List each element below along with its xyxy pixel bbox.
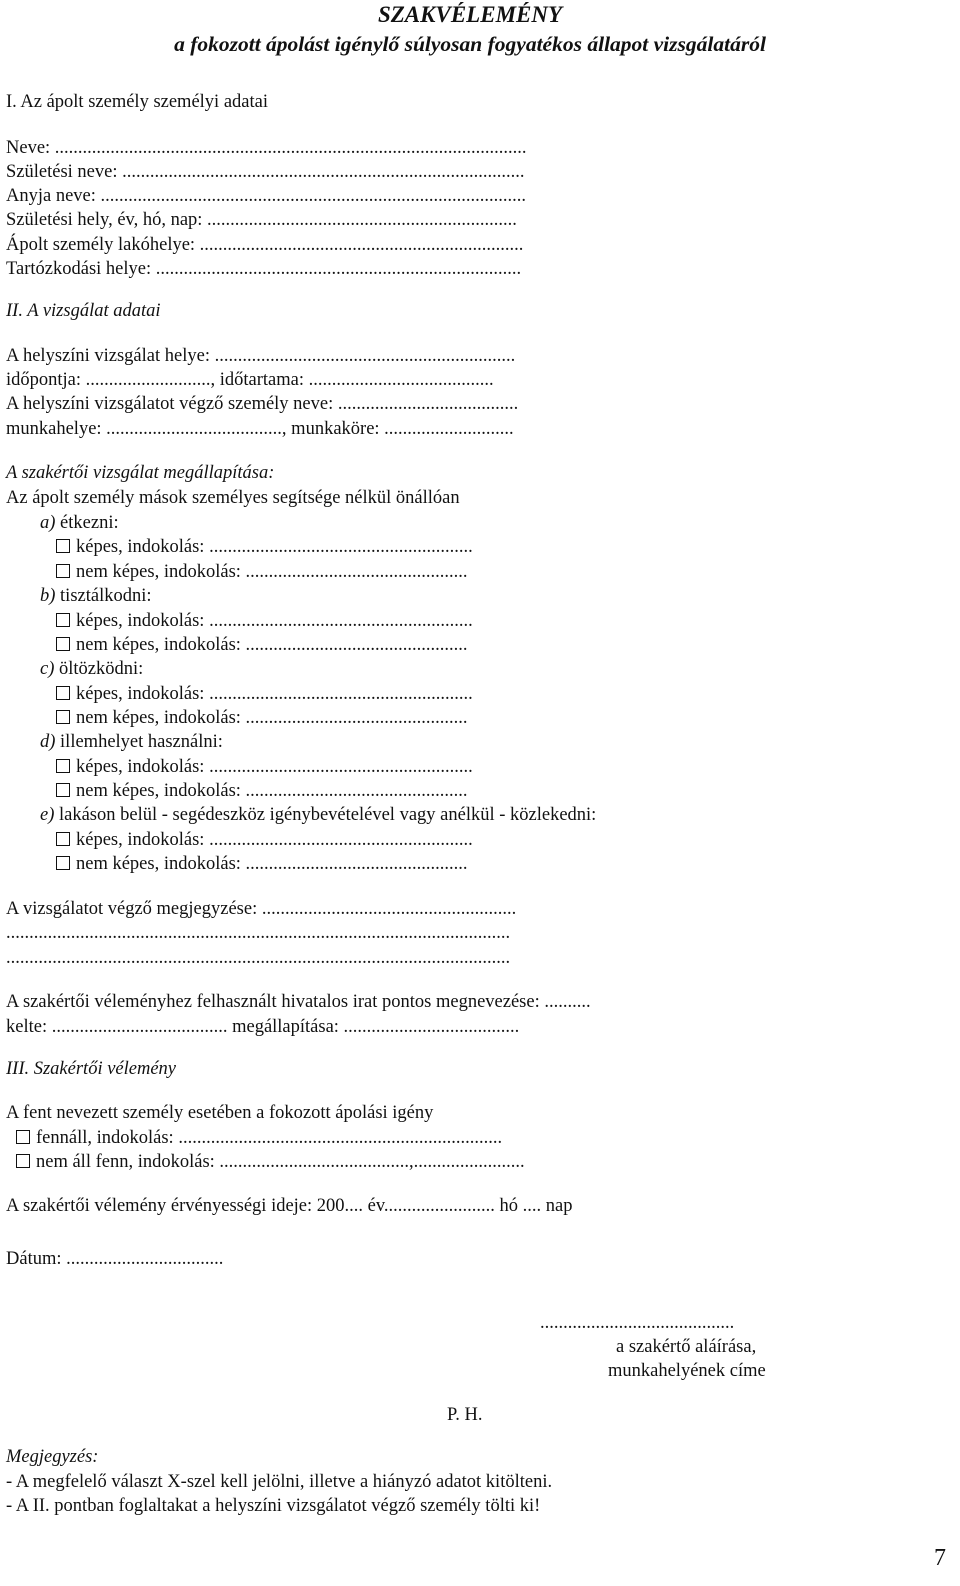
field-birth-place-date: Születési hely, év, hó, nap: ................................................................... — [6, 210, 517, 230]
field-examiner-workplace: munkahelye: ......................................, munkaköre: ............................ — [6, 419, 514, 439]
item-c-capable: képes, indokolás: ......................................................... — [56, 682, 473, 707]
item-a-capable: képes, indokolás: ......................................................... — [56, 535, 473, 560]
item-a-not-capable: nem képes, indokolás: ................................................ — [56, 560, 468, 585]
field-examiner-name: A helyszíni vizsgálatot végző személy neve: ....................................... — [6, 394, 519, 414]
item-c-not-capable: nem képes, indokolás: ................................................ — [56, 706, 468, 731]
field-residence: Ápolt személy lakóhelye: ...................................................................... — [6, 235, 524, 255]
notes-line-2: - A II. pontban foglaltakat a helyszíni vizsgálatot végző személy tölti ki! — [6, 1496, 541, 1516]
field-mother-name: Anyja neve: ............................................................................................ — [6, 186, 527, 206]
section-2-heading: II. A vizsgálat adatai — [6, 301, 161, 321]
notes-line-1: - A megfelelő választ X-szel kell jelölni, illetve a hiányzó adatot kitölteni. — [6, 1472, 553, 1492]
section-3-heading: III. Szakértői vélemény — [6, 1059, 177, 1079]
document-subtitle: a fokozott ápolást igénylő súlyosan fogyatékos állapot vizsgálatáról — [174, 32, 766, 56]
item-d-label: d) illemhelyet használni: — [40, 732, 223, 752]
documents-line-2: kelte: ...................................... megállapítása: ...................................... — [6, 1017, 520, 1037]
date-line: Dátum: .................................. — [6, 1249, 224, 1269]
item-b-capable: képes, indokolás: ......................................................... — [56, 609, 473, 634]
item-d-not-capable: nem képes, indokolás: ................................................ — [56, 779, 468, 804]
item-b-label: b) tisztálkodni: — [40, 586, 152, 606]
checkbox-icon[interactable] — [56, 710, 70, 724]
field-birth-name: Születési neve: ....................................................................................... — [6, 162, 525, 182]
need-not-exists: nem áll fenn, indokolás: .........................................,........................ — [16, 1150, 525, 1175]
workplace-address-label: munkahelyének címe — [608, 1361, 766, 1381]
item-e-label: e) lakáson belül - segédeszköz igénybevételével vagy anélkül - közlekedni: — [40, 805, 597, 825]
checkbox-icon[interactable] — [56, 637, 70, 651]
item-e-capable: képes, indokolás: ......................................................... — [56, 828, 473, 853]
signature-label: a szakértő aláírása, — [616, 1337, 757, 1357]
checkbox-icon[interactable] — [56, 613, 70, 627]
field-whereabouts: Tartózkodási helye: ............................................................................... — [6, 259, 522, 279]
item-a-label: a) étkezni: — [40, 513, 119, 533]
checkbox-icon[interactable] — [56, 783, 70, 797]
signature-dots: .......................................... — [540, 1313, 735, 1333]
section-3-intro: A fent nevezett személy esetében a fokozott ápolási igény — [6, 1103, 434, 1123]
field-exam-time: időpontja: ..........................., időtartama: ........................................ — [6, 370, 494, 390]
item-c-label: c) öltözködni: — [40, 659, 144, 679]
checkbox-icon[interactable] — [56, 832, 70, 846]
documents-line-1: A szakértői véleményhez felhasznált hivatalos irat pontos megnevezése: .......... — [6, 992, 591, 1012]
notes-heading: Megjegyzés: — [6, 1447, 99, 1467]
remarks-line-2: ............................................................................................................. — [6, 923, 511, 943]
checkbox-icon[interactable] — [56, 686, 70, 700]
checkbox-icon[interactable] — [56, 856, 70, 870]
item-d-capable: képes, indokolás: ......................................................... — [56, 755, 473, 780]
checkbox-icon[interactable] — [56, 564, 70, 578]
findings-heading: A szakértői vizsgálat megállapítása: — [6, 463, 275, 483]
remarks-label: A vizsgálatot végző megjegyzése: ....................................................... — [6, 899, 517, 919]
item-b-not-capable: nem képes, indokolás: ................................................ — [56, 633, 468, 658]
document-title: SZAKVÉLEMÉNY — [377, 2, 563, 27]
checkbox-icon[interactable] — [56, 539, 70, 553]
checkbox-icon[interactable] — [56, 759, 70, 773]
validity-line: A szakértői vélemény érvényességi ideje: 200.... év........................ hó .... nap — [6, 1196, 573, 1216]
checkbox-icon[interactable] — [16, 1154, 30, 1168]
section-1-heading: I. Az ápolt személy személyi adatai — [6, 92, 268, 112]
remarks-line-3: ............................................................................................................. — [6, 948, 511, 968]
page-number: 7 — [934, 1545, 946, 1571]
findings-intro: Az ápolt személy mások személyes segítsége nélkül önállóan — [6, 488, 460, 508]
stamp-label: P. H. — [447, 1405, 483, 1425]
item-e-not-capable: nem képes, indokolás: ................................................ — [56, 852, 468, 877]
checkbox-icon[interactable] — [16, 1130, 30, 1144]
field-exam-place: A helyszíni vizsgálat helye: ................................................................. — [6, 346, 516, 366]
need-exists: fennáll, indokolás: ...................................................................... — [16, 1126, 502, 1151]
field-name: Neve: ...................................................................................................... — [6, 138, 527, 158]
